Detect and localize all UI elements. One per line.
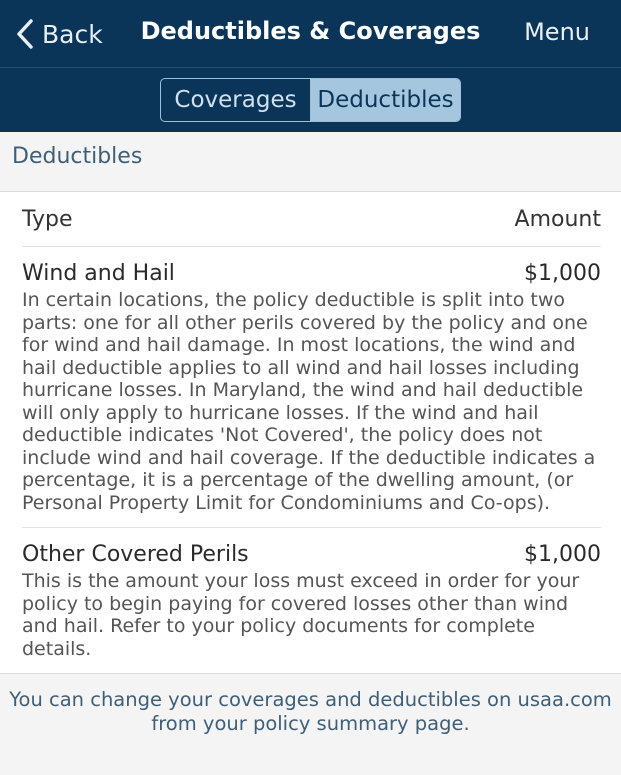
deductibles-table [0, 192, 621, 673]
segmented-control [160, 78, 461, 122]
chevron-left-icon [16, 19, 34, 49]
deductible-description: In certain locations, the policy deductible is split into two parts: one for all other perils covered by the policy and one for wind and hail damage. In most locations, the wind and hail deductible applies to all wind and hail losses including hurricane losses. In Maryland, the wind and hail deductible will only apply to hurricane losses. If the wind and hail deductible indicates 'Not Covered', the policy does not include wind and hail coverage. If the deductible indicates a percentage, it is a percentage of the dwelling amount, (or Personal Property Limit for Condominiums and Co-ops). [22, 289, 596, 514]
table-row [22, 247, 601, 528]
table-row [22, 528, 601, 673]
type-column-header: Type [22, 206, 73, 232]
tab-coverages[interactable]: Coverages [161, 79, 311, 121]
deductible-description: This is the amount your loss must exceed in order for your policy to begin paying for covered losses other than wind and hail. Refer to your policy documents for complete details. [22, 570, 580, 660]
segment-bar [0, 67, 621, 132]
back-button[interactable] [16, 16, 103, 52]
back-label: Back [42, 19, 103, 49]
amount-column-header: Amount [514, 206, 601, 232]
deductible-name: Wind and Hail [22, 261, 175, 286]
deductible-amount: $1,000 [524, 261, 601, 286]
table-header [22, 192, 601, 247]
menu-button[interactable]: Menu [524, 18, 590, 46]
footer-note: You can change your coverages and deductibles on usaa.com from your policy summary page. [0, 673, 621, 773]
tab-deductibles[interactable]: Deductibles [311, 79, 460, 121]
page-title: Deductibles & Coverages [140, 17, 481, 45]
deductible-amount: $1,000 [524, 542, 601, 567]
section-title: Deductibles [0, 132, 621, 192]
deductible-name: Other Covered Perils [22, 542, 249, 567]
top-navigation-bar [0, 0, 621, 67]
